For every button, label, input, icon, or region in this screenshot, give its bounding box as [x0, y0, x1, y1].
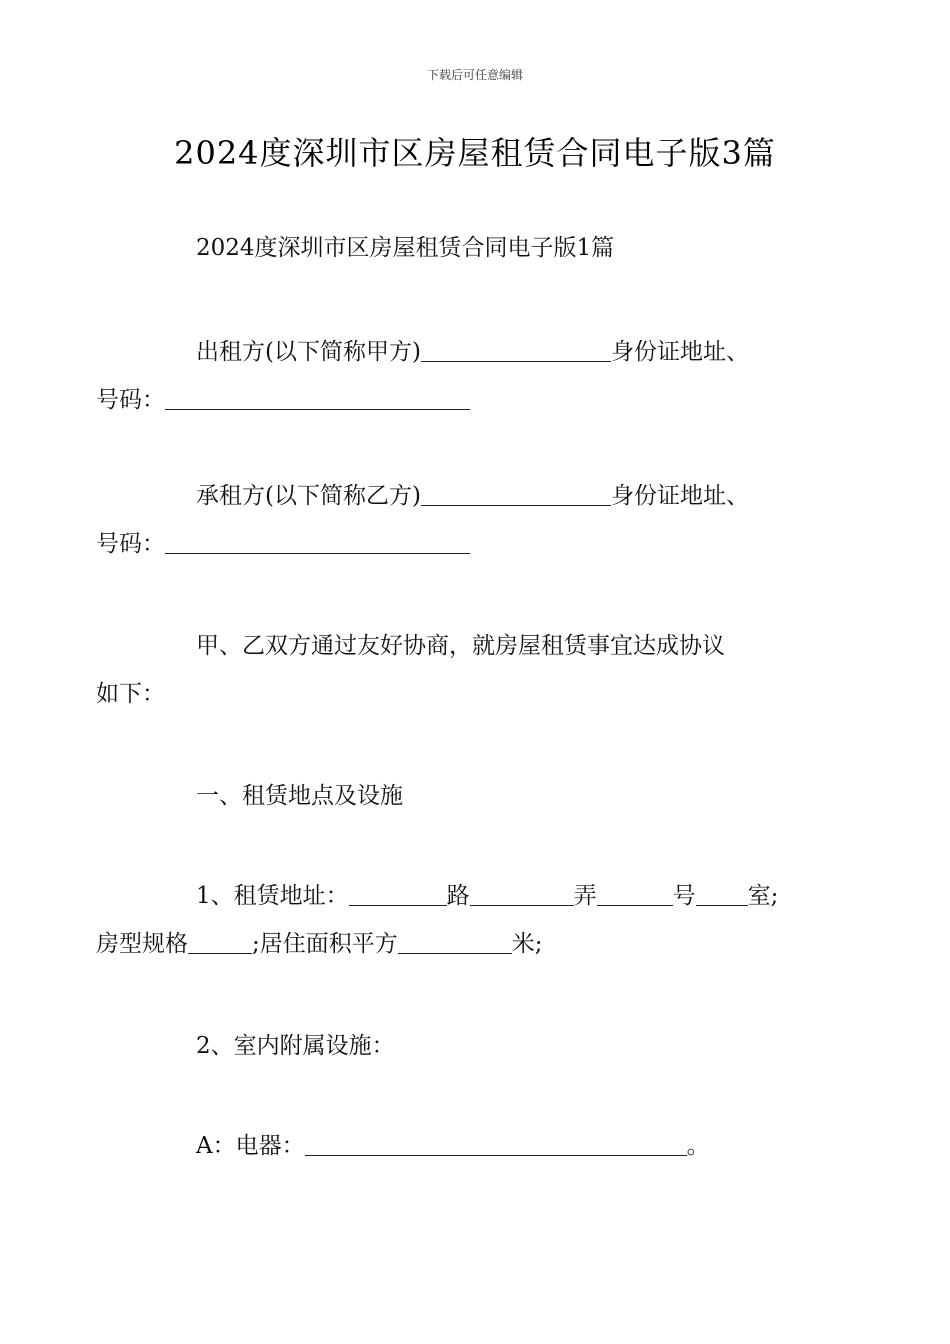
item1-address	[96, 872, 816, 968]
section1-heading	[146, 772, 816, 820]
agreement-line2: 如下：	[96, 681, 165, 707]
layout-label: 房型规格	[96, 931, 188, 957]
lane-label: 弄	[573, 883, 597, 909]
subtitle-text: 2024度深圳市区房屋租赁合同电子版1篇	[196, 235, 615, 261]
lessee-number-label: 号码：	[96, 531, 165, 557]
section1-heading-text: 一、租赁地点及设施	[196, 783, 403, 809]
lessee-number-blank	[165, 531, 470, 554]
lessee-paragraph	[96, 472, 816, 568]
lessor-paragraph	[96, 328, 816, 424]
itemA-appliances	[196, 1122, 866, 1170]
subtitle	[146, 224, 816, 272]
area-unit: 米;	[511, 931, 543, 957]
item1-prefix: 1、租赁地址：	[196, 883, 349, 909]
room-label: 室;	[747, 883, 779, 909]
lessor-id-label: 身份证地址、	[610, 339, 749, 365]
number-blank	[597, 883, 673, 906]
document-title: 2024度深圳市区房屋租赁合同电子版3篇	[174, 134, 776, 172]
layout-blank	[188, 931, 252, 954]
road-blank	[349, 883, 447, 906]
lessee-id-label: 身份证地址、	[610, 483, 749, 509]
area-label: ;居住面积平方	[252, 931, 398, 957]
agreement-line1: 甲、乙双方通过友好协商，就房屋租赁事宜达成协议	[196, 633, 725, 659]
lessee-label: 承租方(以下简称乙方)	[196, 483, 421, 509]
lessor-name-blank	[421, 339, 611, 362]
lessor-number-label: 号码：	[96, 387, 165, 413]
lessor-number-blank	[165, 387, 470, 410]
number-label: 号	[672, 883, 696, 909]
lane-blank	[470, 883, 574, 906]
header-note: 下载后可任意编辑	[426, 68, 523, 82]
lessee-name-blank	[421, 483, 611, 506]
room-blank	[696, 883, 748, 906]
agreement-paragraph	[96, 622, 816, 718]
item2-facilities	[146, 1022, 816, 1070]
itemA-label: A：电器：	[196, 1133, 305, 1159]
area-blank	[398, 931, 512, 954]
road-label: 路	[446, 883, 470, 909]
appliances-blank	[305, 1133, 687, 1156]
item2-text: 2、室内附属设施：	[196, 1033, 395, 1059]
itemA-end: 。	[686, 1133, 710, 1159]
lessor-label: 出租方(以下简称甲方)	[196, 339, 421, 365]
